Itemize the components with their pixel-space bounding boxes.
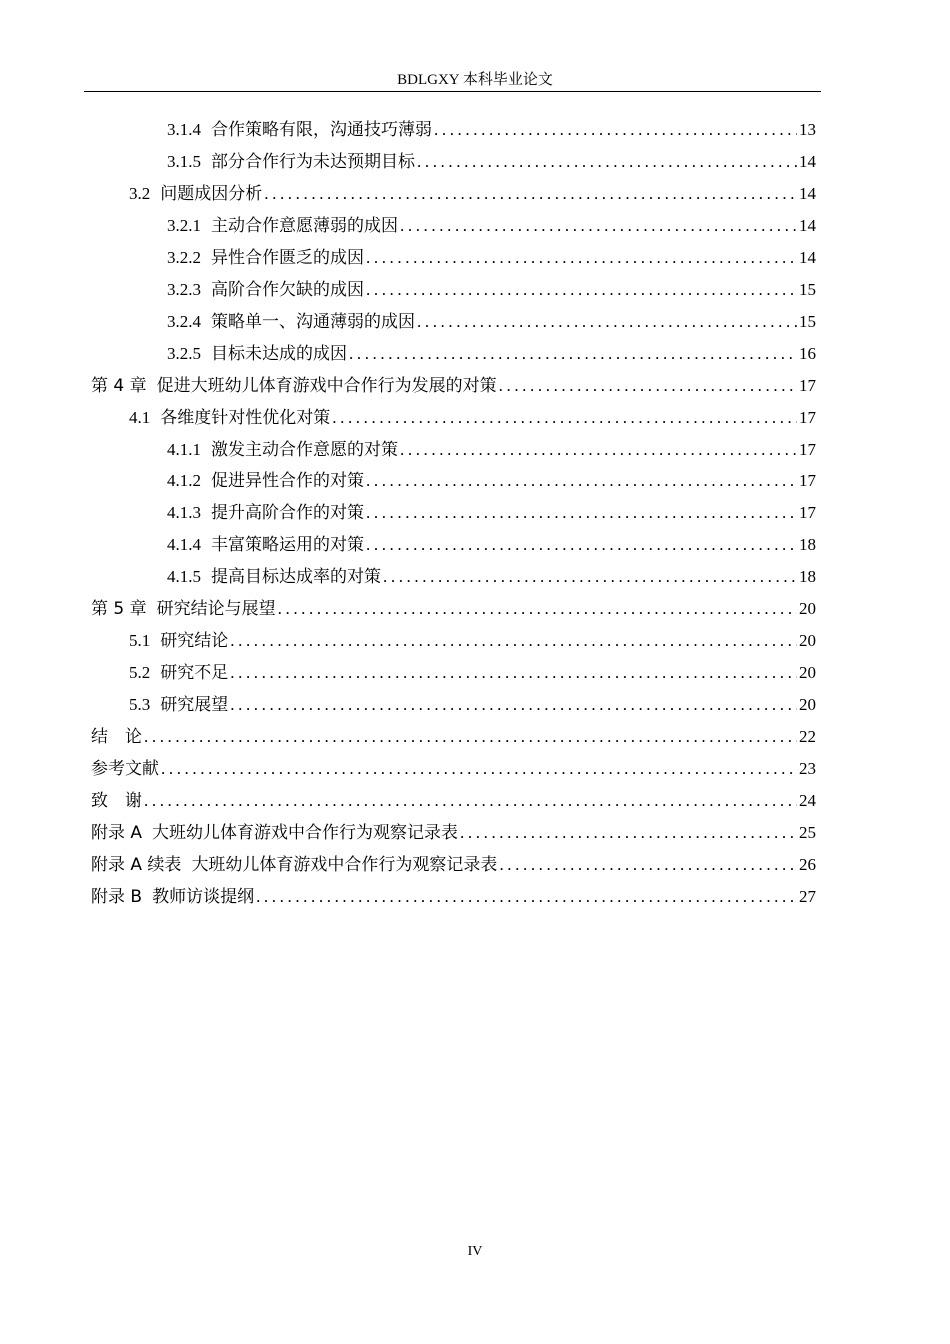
header-divider [84,91,821,92]
toc-entry-title: 目标未达成的成因 [211,343,347,363]
toc-entry[interactable] [167,465,816,497]
toc-dot-leader [400,434,797,466]
toc-entry[interactable] [167,338,816,370]
toc-dot-leader [366,465,797,497]
toc-dot-leader [230,657,797,689]
toc-entry[interactable] [167,561,816,593]
toc-entry-title: 大班幼儿体育游戏中合作行为观察记录表 [191,854,498,875]
toc-entry-title: 致 谢 [91,790,142,811]
toc-entry-number: 附录 A 续表 [91,854,182,875]
toc-entry[interactable] [167,146,816,178]
toc-entry-number: 3.2.3 [167,279,201,299]
toc-dot-leader [499,370,797,402]
toc-entry-title: 部分合作行为未达预期目标 [211,151,415,171]
toc-entry-title: 各维度针对性优化对策 [160,407,331,427]
toc-entry-page: 22 [799,727,816,747]
toc-entry[interactable] [91,721,816,753]
toc-entry[interactable] [129,657,816,689]
page-number: IV [467,1244,483,1259]
toc-entry-page: 15 [799,279,816,299]
toc-entry-title: 大班幼儿体育游戏中合作行为观察记录表 [152,822,459,843]
toc-entry-number: 3.2 [129,183,151,203]
toc-entry-number: 附录 A [91,822,143,843]
toc-entry[interactable] [129,402,816,434]
toc-entry[interactable] [91,849,816,881]
toc-entry[interactable] [91,817,816,849]
toc-dot-leader [417,146,797,178]
toc-entry[interactable] [91,785,816,817]
toc-entry[interactable] [167,274,816,306]
toc-entry[interactable] [167,497,816,529]
toc-entry-page: 20 [799,599,816,619]
toc-entry[interactable] [167,529,816,561]
toc-dot-leader [400,210,797,242]
toc-entry-page: 14 [799,215,816,235]
toc-entry-page: 17 [799,471,816,491]
toc-entry-number: 5.3 [129,695,151,715]
toc-entry[interactable] [167,306,816,338]
toc-entry[interactable] [91,370,816,402]
toc-entry-title: 主动合作意愿薄弱的成因 [211,215,398,235]
toc-entry-page: 17 [799,439,816,459]
toc-dot-leader [349,338,797,370]
toc-entry-page: 27 [799,886,816,906]
toc-entry-page: 17 [799,407,816,427]
toc-entry-title: 参考文献 [91,759,159,779]
toc-entry-title: 教师访谈提纲 [152,886,255,907]
toc-entry-number: 第 4 章 [91,375,147,396]
toc-entry-number: 4.1.5 [167,567,201,587]
toc-entry-page: 14 [799,247,816,267]
toc-dot-leader [256,881,797,913]
toc-entry-number: 3.2.2 [167,247,201,267]
toc-dot-leader [366,274,797,306]
toc-entry-title: 结 论 [91,727,142,748]
toc-entry-page: 14 [799,151,816,171]
toc-entry-number: 4.1 [129,407,151,427]
toc-dot-leader [434,114,797,146]
toc-dot-leader [144,721,797,753]
toc-entry-page: 23 [799,759,816,778]
toc-entry-page: 26 [799,854,816,874]
toc-entry-page: 16 [799,343,816,363]
toc-dot-leader [366,242,797,274]
running-header: BDLGXY 本科毕业论文 [397,72,553,88]
toc-dot-leader [161,753,797,785]
toc-dot-leader [230,625,797,657]
toc-entry-number: 4.1.2 [167,471,201,491]
toc-entry-title: 研究不足 [160,663,229,683]
toc-entry[interactable] [129,689,816,721]
toc-entry[interactable] [91,593,816,625]
toc-entry-title: 策略单一、沟通薄弱的成因 [211,311,415,331]
toc-entry-title: 异性合作匮乏的成因 [211,247,364,267]
toc-entry-number: 4.1.3 [167,503,201,523]
toc-entry-title: 合作策略有限，沟通技巧薄弱 [211,120,432,139]
toc-entry-number: 5.2 [129,663,151,683]
toc-entry-page: 15 [799,311,816,331]
toc-entry[interactable] [129,625,816,657]
toc-entry-page: 17 [799,375,816,395]
toc-entry-number: 4.1.4 [167,535,201,555]
toc-entry[interactable] [167,210,816,242]
toc-entry-number: 3.1.4 [167,120,201,139]
toc-entry-page: 20 [799,631,816,651]
toc-entry-title: 提高目标达成率的对策 [211,567,381,587]
toc-dot-leader [366,529,797,561]
toc-dot-leader [332,402,797,434]
toc-entry[interactable] [129,178,816,210]
toc-dot-leader [417,306,797,338]
toc-dot-leader [366,497,797,529]
toc-entry-page: 18 [799,535,816,555]
toc-entry-title: 促进大班幼儿体育游戏中合作行为发展的对策 [156,375,497,396]
toc-entry-number: 附录 B [91,886,143,907]
toc-entry-page: 17 [799,503,816,523]
toc-entry-number: 3.2.5 [167,343,201,363]
toc-entry[interactable] [167,242,816,274]
toc-entry-number: 4.1.1 [167,439,201,459]
toc-entry-page: 14 [799,183,816,203]
toc-entry-title: 问题成因分析 [160,183,263,203]
toc-entry-title: 丰富策略运用的对策 [211,535,364,555]
toc-dot-leader [460,817,797,849]
toc-dot-leader [264,178,797,210]
toc-entry-title: 提升高阶合作的对策 [211,503,364,523]
toc-entry-title: 激发主动合作意愿的对策 [211,439,398,459]
toc-entry[interactable] [91,881,816,913]
toc-entry-title: 研究结论 [160,631,229,651]
toc-entry-number: 3.1.5 [167,151,201,171]
toc-entry-title: 研究结论与展望 [156,599,276,620]
toc-entry-page: 25 [799,822,816,842]
toc-entry[interactable] [167,114,816,146]
toc-dot-leader [499,849,797,881]
toc-entry-title: 研究展望 [160,695,229,715]
toc-entry-title: 高阶合作欠缺的成因 [211,279,364,299]
toc-dot-leader [144,785,797,817]
toc-entry-page: 20 [799,695,816,715]
toc-dot-leader [278,593,797,625]
toc-entry-number: 第 5 章 [91,599,147,620]
toc-entry-page: 20 [799,663,816,683]
toc-entry-number: 3.2.1 [167,215,201,235]
toc-entry-number: 5.1 [129,631,151,651]
toc-entry[interactable] [91,753,816,785]
toc-entry-title: 促进异性合作的对策 [211,471,364,491]
toc-entry-number: 3.2.4 [167,311,201,331]
toc-entry-page: 13 [799,120,816,139]
toc-dot-leader [383,561,797,593]
toc-entry-page: 18 [799,567,816,587]
toc-entry[interactable] [167,434,816,466]
toc-dot-leader [230,689,797,721]
toc-entry-page: 24 [799,790,816,810]
